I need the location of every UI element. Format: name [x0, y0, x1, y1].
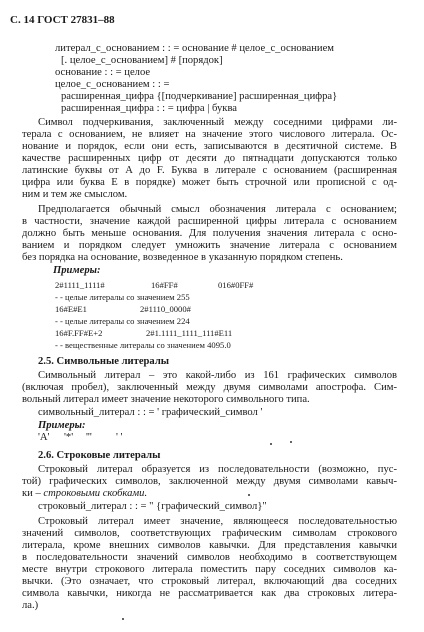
syntax-line: основание : : = целое — [55, 67, 151, 78]
example-literal: ''' — [86, 432, 92, 443]
scan-speck — [270, 443, 272, 445]
paragraph-line: ла.) — [22, 600, 39, 611]
example-literal: 'А' — [38, 432, 50, 443]
paragraph-line: качестве расширенных цифр от десяти до пятнадцати допускаются только — [22, 153, 397, 164]
paragraph-line: (включая пробел), заключенный между двумя символами апострофа. Сим- — [22, 382, 397, 393]
syntax-line: строковый_литерал : : = " {графический_символ}" — [38, 501, 267, 512]
example-literal: 16#FF# — [151, 280, 178, 290]
paragraph-line: вычки. (Это означает, что строковый литерал, включающий два соседних — [22, 576, 397, 587]
paragraph-line: Строковый литерал образуется из последовательности (возможно, пус- — [38, 464, 397, 475]
paragraph-line: той) графических символов, заключенной между двумя символами кавыч- — [22, 476, 397, 487]
paragraph-text: ки – — [22, 488, 44, 499]
example-literal: 16#F.FF#E+2 — [55, 328, 103, 338]
example-literal: 2#1.1111_1111_111#E11 — [146, 328, 233, 338]
syntax-line: литерал_с_основанием : : = основание # целое_с_основанием — [55, 43, 335, 54]
syntax-line: [. целое_с_основанием] # [порядок] — [61, 55, 223, 66]
syntax-line: целое_с_основанием : : = — [55, 79, 170, 90]
example-literal: 2#1111_1111# — [55, 280, 105, 290]
example-literal: 16#E#E1 — [55, 304, 87, 314]
paragraph-line: должно быть меньше основания. Для получения значения литерала с осно- — [22, 228, 397, 239]
page-header: С. 14 ГОСТ 27831–88 — [10, 14, 115, 26]
example-literal: 016#0FF# — [218, 280, 254, 290]
paragraph-line: латинские буквы от А до F. Буква в литерале с основанием (расширенная — [22, 165, 397, 176]
paragraph-line: ванием и порядком следует умножить значение литерала с основанием — [22, 240, 397, 251]
emphasized-term: строковыми скобками. — [43, 488, 148, 499]
examples-label: Примеры: — [53, 265, 101, 276]
paragraph-line: вольный литерал имеет значение некоторого символьного типа. — [22, 394, 310, 405]
example-comment: - - вещественные литералы со значением 4095.0 — [55, 340, 231, 350]
example-literal: '*' — [64, 432, 74, 443]
scan-speck — [290, 441, 292, 443]
paragraph-line: Символьный литерал – это какой-либо из 161 графических символов — [38, 370, 397, 381]
paragraph-line: Предполагается обычный смысл обозначения литерала с основанием; — [38, 204, 397, 215]
paragraph-line: Символ подчеркивания, заключенный между соседними цифрами ли- — [38, 117, 397, 128]
paragraph-line: терала с основанием, не влияет на значение этого числового литерала. Ос- — [22, 129, 397, 140]
syntax-line: расширенная_цифра : : = цифра | буква — [61, 103, 238, 114]
paragraph-line: литерала, кроме внешних символов кавычки. Для представления кавычки — [22, 540, 397, 551]
paragraph-line: ним и тем же смыслом. — [22, 189, 128, 200]
scan-speck — [248, 494, 250, 496]
examples-label: Примеры: — [38, 420, 86, 431]
paragraph-line: цифра или буква Е в порядке) может быть строчной или прописной с од- — [22, 177, 397, 188]
paragraph-line: символа кавычки, никогда не рассматривается как два строковых литера- — [22, 588, 397, 599]
paragraph-line: Строковый литерал имеет значение, являющееся последовательностью — [38, 516, 397, 527]
paragraph-line: в последовательности значений символов необходимо в соответствующем — [22, 552, 397, 563]
example-literal: 2#1110_0000# — [140, 304, 191, 314]
paragraph-line: в частности, значение каждой расширенной цифры литерала с основанием — [22, 216, 397, 227]
paragraph-line: нование и порядок, если они есть, записываются в десятичной системе. В — [22, 141, 397, 152]
paragraph-line: месте внутри строкового литерала поместить пару соседних символов ка- — [22, 564, 397, 575]
section-heading: 2.5. Символьные литералы — [38, 356, 170, 367]
syntax-line: расширенная_цифра {[подчеркивание] расширенная_цифра} — [61, 91, 338, 102]
scan-speck — [122, 618, 124, 620]
example-literal: ' ' — [116, 432, 123, 443]
paragraph-line: без порядка на основание, возведенное в указанную порядком степень. — [22, 252, 343, 263]
syntax-line: символьный_литерал : : = ' графический_символ ' — [38, 407, 263, 418]
paragraph-line: значений символов, соответствующих графическим символам строкового — [22, 528, 397, 539]
paragraph-line — [22, 488, 147, 500]
example-comment: - - целые литералы со значением 255 — [55, 292, 190, 302]
example-comment: - - целые литералы со значением 224 — [55, 316, 190, 326]
section-heading: 2.6. Строковые литералы — [38, 450, 161, 461]
